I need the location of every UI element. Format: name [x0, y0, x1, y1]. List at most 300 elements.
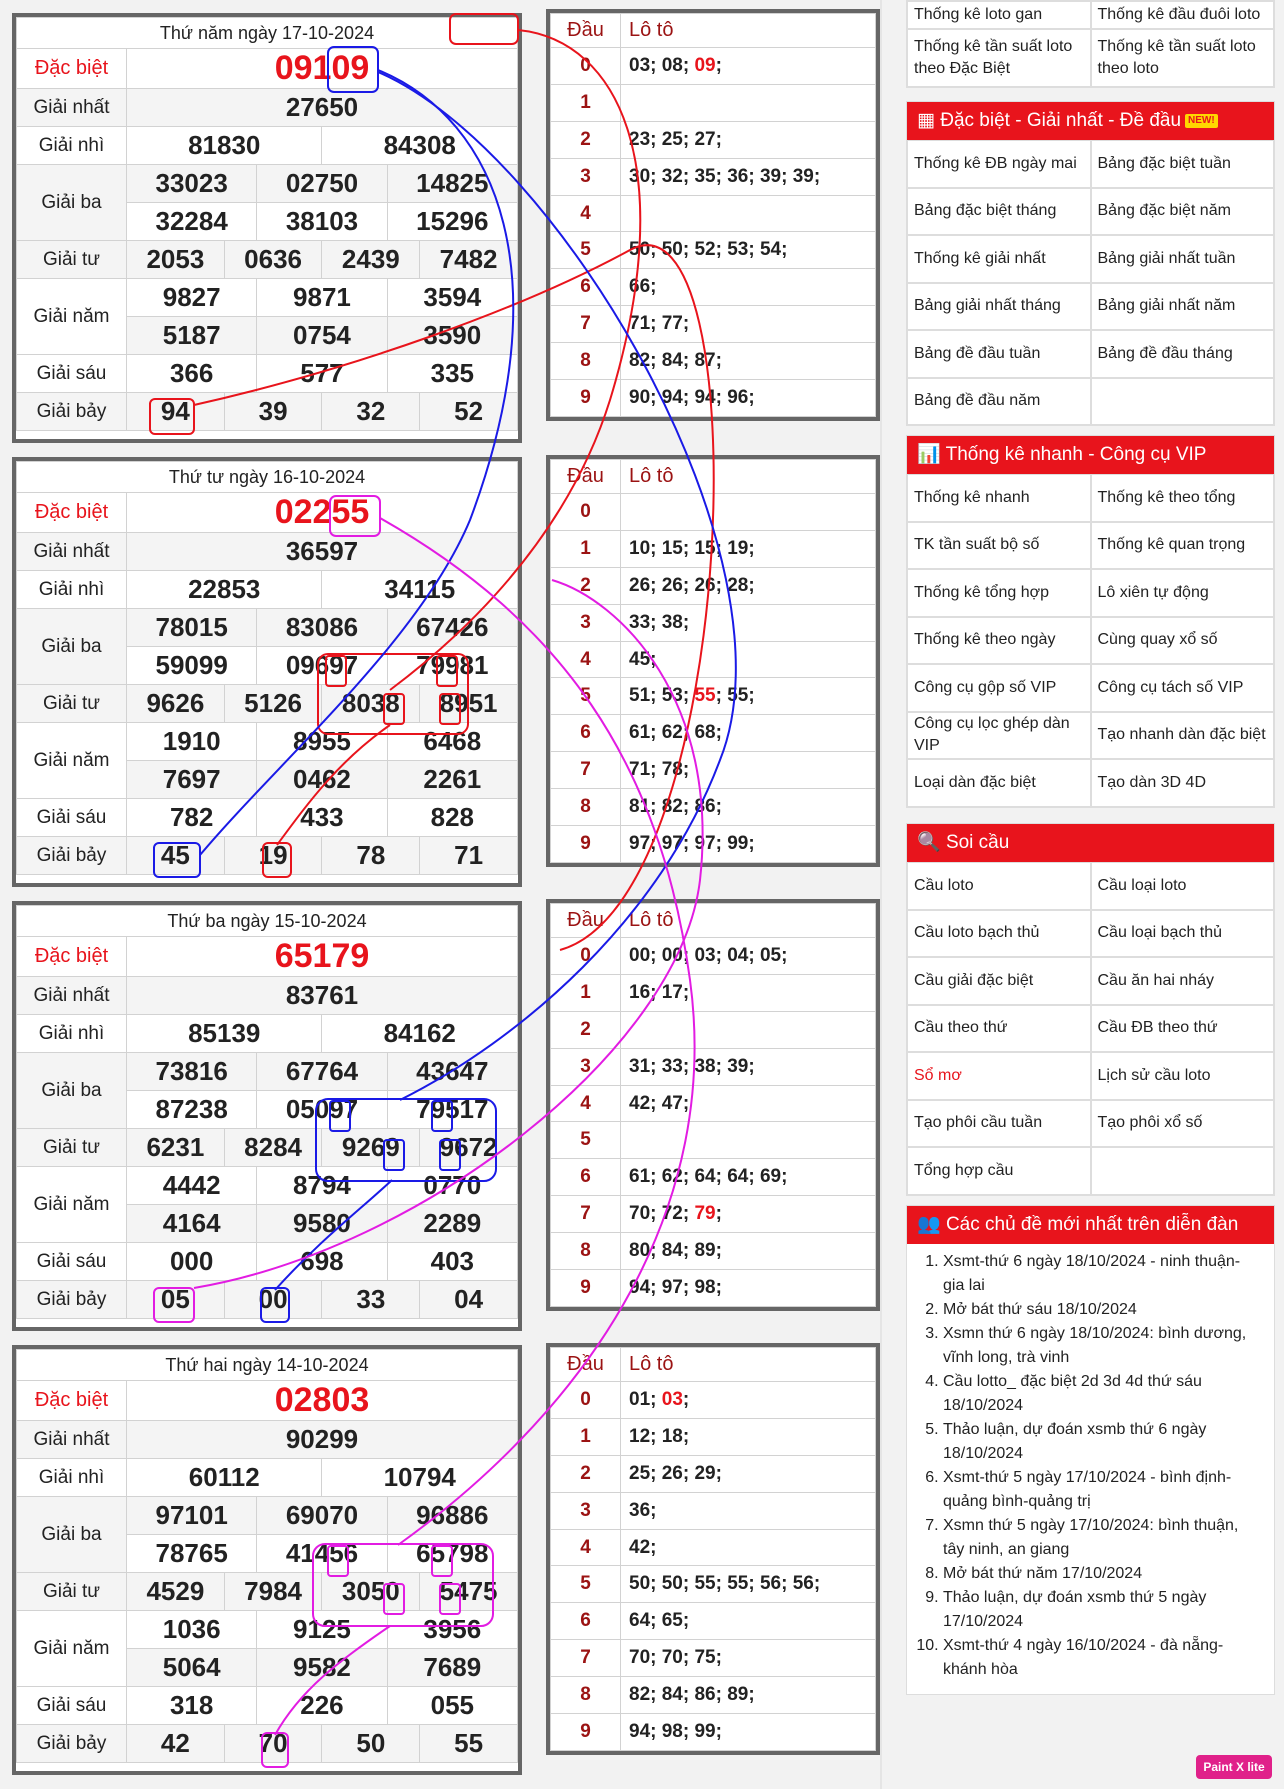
loto-values: [621, 1529, 876, 1566]
prize-number: 65798: [387, 1535, 517, 1573]
prize-number: 52: [420, 393, 518, 431]
prize-number: 7689: [387, 1649, 517, 1687]
prize-number: 226: [257, 1687, 387, 1725]
loto-values: [621, 567, 876, 604]
sidebar-section-special: [906, 101, 1275, 426]
loto-number: ; 55;: [715, 685, 755, 707]
loto-values: [621, 530, 876, 567]
loto-number: 66;: [629, 276, 657, 298]
prize-number: 43647: [387, 1053, 517, 1091]
prize-number: 02803: [127, 1381, 518, 1421]
prize-label: Giải sáu: [17, 1687, 127, 1725]
loto-number: 30; 32; 35; 36; 39; 39;: [629, 165, 821, 187]
loto-number: 09: [694, 54, 716, 76]
sidebar-link[interactable]: Bảng đặc biệt tháng: [907, 188, 1091, 236]
loto-values: [621, 195, 876, 232]
loto-values: [621, 1492, 876, 1529]
prize-label: Đặc biệt: [17, 493, 127, 533]
loto-row: [551, 380, 876, 417]
sidebar-link[interactable]: Cầu ăn hai nháy: [1091, 957, 1275, 1005]
prize-number: 34115: [322, 571, 518, 609]
sidebar-link[interactable]: Cầu ĐB theo thứ: [1091, 1005, 1275, 1053]
sidebar-link[interactable]: Cầu theo thứ: [907, 1005, 1091, 1053]
prize-row: [17, 1129, 518, 1167]
prize-row: [17, 355, 518, 393]
prize-row: [17, 1459, 518, 1497]
prize-number: 5187: [127, 317, 257, 355]
loto-values: [621, 1455, 876, 1492]
result-date: Thứ ba ngày 15-10-2024: [17, 906, 518, 937]
dau-digit: 1: [551, 84, 621, 121]
loto-row: [551, 1640, 876, 1677]
prize-number: 50: [322, 1725, 420, 1763]
result-table: [12, 457, 522, 887]
section-header-special: [907, 102, 1274, 140]
loto-number: 94; 98; 99;: [629, 1720, 722, 1742]
prize-number: 73816: [127, 1053, 257, 1091]
loto-row: [551, 1455, 876, 1492]
loto-row: [551, 974, 876, 1011]
sidebar-link[interactable]: Cầu loại loto: [1091, 862, 1275, 910]
dau-digit: 7: [551, 1196, 621, 1233]
prize-number: 5064: [127, 1649, 257, 1687]
loto-number: 50; 50; 55; 55; 56; 56;: [629, 1573, 821, 1595]
loto-number: 03: [661, 1388, 683, 1410]
sidebar-link[interactable]: Thống kê nhanh: [907, 474, 1091, 522]
loto-values: [621, 1603, 876, 1640]
section-header-soicau: [907, 824, 1274, 862]
loto-values: [621, 678, 876, 715]
forum-topic-link[interactable]: 5. Thảo luận, dự đoán xsmb thứ 6 ngày 18/10/2024: [943, 1418, 1260, 1466]
prize-row: [17, 723, 518, 761]
prize-label: Giải sáu: [17, 355, 127, 393]
loto-number: 03; 08;: [629, 54, 695, 76]
loto-row: [551, 1048, 876, 1085]
sidebar-link[interactable]: Tạo phôi xổ số: [1091, 1100, 1275, 1148]
prize-number: 10794: [322, 1459, 518, 1497]
sidebar-link[interactable]: Bảng đề đầu năm: [907, 378, 1091, 426]
loto-number: 80; 84; 89;: [629, 1240, 722, 1262]
prize-row: [17, 1015, 518, 1053]
sidebar-link[interactable]: Lô xiên tự động: [1091, 569, 1275, 617]
loto-row: [551, 641, 876, 678]
prize-row: [17, 533, 518, 571]
prize-number: 3590: [387, 317, 517, 355]
prize-number: 14825: [387, 165, 517, 203]
loto-values: [621, 380, 876, 417]
loto-row: [551, 306, 876, 343]
loto-row: [551, 1492, 876, 1529]
prize-label: Giải nhì: [17, 571, 127, 609]
prize-number: 9871: [257, 279, 387, 317]
dau-header: Đầu: [551, 904, 621, 938]
loto-number: 71; 78;: [629, 759, 690, 781]
prize-number: 828: [387, 799, 517, 837]
prize-number: 59099: [127, 647, 257, 685]
sidebar-link[interactable]: TK tần suất bộ số: [907, 522, 1091, 570]
loto-values: [621, 121, 876, 158]
prize-label: Giải nhất: [17, 977, 127, 1015]
dau-digit: 5: [551, 678, 621, 715]
prize-label: Đặc biệt: [17, 49, 127, 89]
sidebar-link[interactable]: Bảng đề đầu tuần: [907, 330, 1091, 378]
prize-number: 7482: [420, 241, 518, 279]
loto-number: 10; 15; 15; 19;: [629, 537, 755, 559]
loto-row: [551, 1382, 876, 1419]
prize-label: Giải ba: [17, 165, 127, 241]
section-title: Soi cầu: [945, 832, 1010, 853]
loto-values: [621, 826, 876, 863]
prize-number: 9672: [420, 1129, 518, 1167]
loto-row: [551, 158, 876, 195]
prize-number: 09109: [127, 49, 518, 89]
prize-number: 9626: [127, 685, 225, 723]
loto-values: [621, 1233, 876, 1270]
prize-row: [17, 1725, 518, 1763]
loto-number: 00; 00; 03; 04; 05;: [629, 944, 788, 966]
prize-number: 4164: [127, 1205, 257, 1243]
prize-number: 09697: [257, 647, 387, 685]
loto-number: 61; 62; 68;: [629, 722, 722, 744]
prize-label: Giải tư: [17, 1129, 127, 1167]
prize-row: [17, 837, 518, 875]
prize-number: 41456: [257, 1535, 387, 1573]
loto-row: [551, 1714, 876, 1751]
prize-label: Giải ba: [17, 609, 127, 685]
loto-number: 42;: [629, 1536, 657, 1558]
prize-number: 318: [127, 1687, 257, 1725]
prize-number: 33023: [127, 165, 257, 203]
prize-label: Giải năm: [17, 279, 127, 355]
sidebar-link[interactable]: Bảng đặc biệt năm: [1091, 188, 1275, 236]
loto-row: [551, 715, 876, 752]
prize-number: 36597: [127, 533, 518, 571]
prize-number: 0462: [257, 761, 387, 799]
sidebar-link[interactable]: Bảng đặc biệt tuần: [1091, 140, 1275, 188]
forum-topic-list: [907, 1244, 1274, 1692]
dau-digit: 6: [551, 1159, 621, 1196]
dau-digit: 0: [551, 494, 621, 531]
result-date: Thứ năm ngày 17-10-2024: [17, 18, 518, 49]
sidebar-link[interactable]: Bảng đề đầu tháng: [1091, 330, 1275, 378]
result-date: Thứ hai ngày 14-10-2024: [17, 1350, 518, 1381]
dau-digit: 1: [551, 1418, 621, 1455]
prize-label: Giải tư: [17, 685, 127, 723]
loto-values: [621, 1418, 876, 1455]
prize-number: 84308: [322, 127, 518, 165]
loto-number: 94; 97; 98;: [629, 1276, 722, 1298]
loto-row: [551, 1122, 876, 1159]
loto-header: Lô tô: [621, 1348, 876, 1382]
loto-values: [621, 1270, 876, 1307]
prize-row: [17, 571, 518, 609]
prize-number: 2439: [322, 241, 420, 279]
prize-number: 05: [127, 1281, 225, 1319]
prize-number: 79981: [387, 647, 517, 685]
loto-values: [621, 48, 876, 85]
dau-digit: 2: [551, 1455, 621, 1492]
sidebar-link[interactable]: Cùng quay xổ số: [1091, 617, 1275, 665]
users-icon: 👥: [917, 1214, 946, 1235]
prize-row: [17, 977, 518, 1015]
prize-number: 8951: [420, 685, 518, 723]
sidebar-link: [1091, 1147, 1275, 1195]
loto-number: ;: [682, 1388, 690, 1410]
prize-number: 0770: [387, 1167, 517, 1205]
loto-number: 16; 17;: [629, 981, 690, 1003]
loto-row: [551, 567, 876, 604]
loto-header: Lô tô: [621, 14, 876, 48]
loto-number: 61; 62; 64; 64; 69;: [629, 1166, 788, 1188]
prize-row: [17, 1573, 518, 1611]
prize-number: 45: [127, 837, 225, 875]
sidebar-link[interactable]: Tổng hợp cầu: [907, 1147, 1091, 1195]
prize-number: 9125: [257, 1611, 387, 1649]
watermark-badge: Paint X lite: [1196, 1755, 1272, 1779]
loto-values: [621, 1677, 876, 1714]
dau-digit: 3: [551, 1492, 621, 1529]
dau-digit: 5: [551, 1122, 621, 1159]
prize-label: Giải sáu: [17, 1243, 127, 1281]
prize-number: 22853: [127, 571, 322, 609]
sidebar-link[interactable]: Thống kê giải nhất: [907, 235, 1091, 283]
prize-row: [17, 1497, 518, 1535]
dau-digit: 9: [551, 1714, 621, 1751]
loto-values: [621, 232, 876, 269]
loto-table: [546, 455, 880, 867]
prize-number: 4529: [127, 1573, 225, 1611]
loto-number: ;: [715, 1203, 722, 1225]
sidebar-link[interactable]: Thống kê tần suất loto theo loto: [1091, 29, 1275, 87]
sidebar-link: [1091, 378, 1275, 426]
loto-row: [551, 1196, 876, 1233]
prize-row: [17, 685, 518, 723]
result-table: [12, 13, 522, 443]
prize-number: 78765: [127, 1535, 257, 1573]
loto-row: [551, 343, 876, 380]
loto-values: [621, 604, 876, 641]
prize-number: 83761: [127, 977, 518, 1015]
sidebar-link[interactable]: Thống kê đầu đuôi loto: [1091, 1, 1275, 29]
prize-number: 32284: [127, 203, 257, 241]
prize-row: [17, 937, 518, 977]
loto-values: [621, 343, 876, 380]
forum-topic-link[interactable]: 4. Cầu lotto_ đặc biệt 2d 3d 4d thứ sáu 18/10/2024: [943, 1370, 1260, 1418]
section-title: Các chủ đề mới nhất trên diễn đàn: [945, 1214, 1239, 1235]
sidebar-link[interactable]: Công cụ gộp số VIP: [907, 664, 1091, 712]
sidebar-link[interactable]: Lịch sử cầu loto: [1091, 1052, 1275, 1100]
sidebar-section-vip: [906, 435, 1275, 808]
loto-table: [546, 1343, 880, 1755]
sidebar-link[interactable]: Tạo phôi cầu tuần: [907, 1100, 1091, 1148]
prize-number: 8794: [257, 1167, 387, 1205]
loto-values: [621, 1159, 876, 1196]
prize-number: 9582: [257, 1649, 387, 1687]
prize-number: 6468: [387, 723, 517, 761]
dau-digit: 6: [551, 715, 621, 752]
prize-number: 32: [322, 393, 420, 431]
loto-row: [551, 84, 876, 121]
prize-number: 87238: [127, 1091, 257, 1129]
prize-row: [17, 1243, 518, 1281]
sidebar-forum: [906, 1205, 1275, 1695]
loto-number: 25; 26; 29;: [629, 1462, 722, 1484]
dau-digit: 4: [551, 195, 621, 232]
dau-digit: 4: [551, 641, 621, 678]
sidebar-link[interactable]: Cầu loto: [907, 862, 1091, 910]
prize-number: 02750: [257, 165, 387, 203]
loto-number: 42; 47;: [629, 1092, 690, 1114]
loto-row: [551, 1159, 876, 1196]
dau-digit: 6: [551, 1603, 621, 1640]
dau-header: Đầu: [551, 1348, 621, 1382]
loto-row: [551, 752, 876, 789]
prize-number: 4442: [127, 1167, 257, 1205]
loto-number: 90; 94; 94; 96;: [629, 386, 755, 408]
prize-label: Giải nhất: [17, 89, 127, 127]
loto-number: 71; 77;: [629, 313, 690, 335]
sidebar-link[interactable]: Bảng giải nhất tháng: [907, 283, 1091, 331]
loto-values: [621, 789, 876, 826]
table-icon: ▦: [917, 110, 941, 131]
dau-digit: 9: [551, 1270, 621, 1307]
loto-row: [551, 1566, 876, 1603]
dau-digit: 8: [551, 789, 621, 826]
dau-digit: 7: [551, 306, 621, 343]
forum-topic-link[interactable]: 3. Xsmn thứ 6 ngày 18/10/2024: bình dương, vĩnh long, trà vinh: [943, 1322, 1260, 1370]
sidebar-link[interactable]: Công cụ tách số VIP: [1091, 664, 1275, 712]
loto-row: [551, 1085, 876, 1122]
sidebar-link[interactable]: Loại dàn đặc biệt: [907, 759, 1091, 807]
sidebar-link[interactable]: Công cụ lọc ghép dàn VIP: [907, 712, 1091, 760]
sidebar-link[interactable]: Thống kê quan trọng: [1091, 522, 1275, 570]
prize-number: 05097: [257, 1091, 387, 1129]
dau-digit: 5: [551, 1566, 621, 1603]
loto-number: 70; 70; 75;: [629, 1647, 722, 1669]
forum-topic-link[interactable]: 6. Xsmt-thứ 5 ngày 17/10/2024 - bình định-quảng bình-quảng trị: [943, 1466, 1260, 1514]
loto-values: [621, 1196, 876, 1233]
loto-values: [621, 641, 876, 678]
sidebar-link[interactable]: Tạo dàn 3D 4D: [1091, 759, 1275, 807]
prize-number: 5126: [224, 685, 322, 723]
dau-digit: 8: [551, 1233, 621, 1270]
sidebar-link[interactable]: Bảng giải nhất tuần: [1091, 235, 1275, 283]
loto-row: [551, 1011, 876, 1048]
prize-number: 1036: [127, 1611, 257, 1649]
sidebar-link[interactable]: Thống kê ĐB ngày mai: [907, 140, 1091, 188]
loto-number: 26; 26; 26; 28;: [629, 574, 755, 596]
prize-number: 83086: [257, 609, 387, 647]
dau-digit: 3: [551, 158, 621, 195]
sidebar-link[interactable]: Cầu loto bạch thủ: [907, 910, 1091, 958]
prize-number: 9580: [257, 1205, 387, 1243]
loto-number: 31; 33; 38; 39;: [629, 1055, 755, 1077]
prize-label: Đặc biệt: [17, 1381, 127, 1421]
forum-topic-link[interactable]: 9. Thảo luận, dự đoán xsmb thứ 5 ngày 17/10/2024: [943, 1586, 1260, 1634]
sidebar-link[interactable]: Thống kê theo ngày: [907, 617, 1091, 665]
prize-number: 6231: [127, 1129, 225, 1167]
loto-number: 12; 18;: [629, 1425, 690, 1447]
dau-digit: 4: [551, 1085, 621, 1122]
prize-label: Giải bảy: [17, 1281, 127, 1319]
prize-number: 42: [127, 1725, 225, 1763]
prize-number: 94: [127, 393, 225, 431]
prize-number: 00: [224, 1281, 322, 1319]
loto-values: [621, 1640, 876, 1677]
dau-digit: 4: [551, 1529, 621, 1566]
sidebar-link[interactable]: Thống kê loto gan: [907, 1, 1091, 29]
sidebar-link[interactable]: Sổ mơ: [907, 1052, 1091, 1100]
sidebar-link[interactable]: Cầu giải đặc biệt: [907, 957, 1091, 1005]
prize-row: [17, 1687, 518, 1725]
dau-header: Đầu: [551, 460, 621, 494]
section-header-vip: [907, 436, 1274, 474]
prize-number: 3594: [387, 279, 517, 317]
prize-label: Giải nhất: [17, 1421, 127, 1459]
loto-number: ;: [715, 54, 722, 76]
dau-digit: 1: [551, 530, 621, 567]
forum-topic-link[interactable]: 10. Xsmt-thứ 4 ngày 16/10/2024 - đà nẵng-khánh hòa: [943, 1634, 1260, 1682]
loto-row: [551, 789, 876, 826]
prize-number: 8284: [224, 1129, 322, 1167]
prize-number: 02255: [127, 493, 518, 533]
loto-values: [621, 1011, 876, 1048]
sidebar-link[interactable]: Thống kê tổng hợp: [907, 569, 1091, 617]
forum-topic-link[interactable]: 1. Xsmt-thứ 6 ngày 18/10/2024 - ninh thuận-gia lai: [943, 1250, 1260, 1298]
sidebar-link[interactable]: Thống kê tần suất loto theo Đặc Biệt: [907, 29, 1091, 87]
prize-label: Giải bảy: [17, 837, 127, 875]
prize-number: 000: [127, 1243, 257, 1281]
sidebar-top-links: [906, 0, 1275, 88]
loto-values: [621, 1382, 876, 1419]
prize-number: 7984: [224, 1573, 322, 1611]
prize-number: 78: [322, 837, 420, 875]
prize-number: 60112: [127, 1459, 322, 1497]
forum-topic-link[interactable]: 8. Mở bát thứ năm 17/10/2024: [943, 1562, 1260, 1586]
prize-number: 1910: [127, 723, 257, 761]
sidebar-link[interactable]: Cầu loại bạch thủ: [1091, 910, 1275, 958]
sidebar-link[interactable]: Tạo nhanh dàn đặc biệt: [1091, 712, 1275, 760]
prize-number: 9269: [322, 1129, 420, 1167]
forum-topic-link[interactable]: 2. Mở bát thứ sáu 18/10/2024: [943, 1298, 1260, 1322]
dau-digit: 2: [551, 567, 621, 604]
loto-values: [621, 974, 876, 1011]
prize-number: 33: [322, 1281, 420, 1319]
prize-number: 2289: [387, 1205, 517, 1243]
loto-values: [621, 1122, 876, 1159]
loto-header: Lô tô: [621, 904, 876, 938]
forum-topic-link[interactable]: 7. Xsmn thứ 5 ngày 17/10/2024: bình thuận, tây ninh, an giang: [943, 1514, 1260, 1562]
loto-row: [551, 121, 876, 158]
loto-values: [621, 752, 876, 789]
dau-header: Đầu: [551, 14, 621, 48]
loto-values: [621, 715, 876, 752]
loto-table: [546, 9, 880, 421]
prize-number: 403: [387, 1243, 517, 1281]
prize-row: [17, 241, 518, 279]
dau-digit: 3: [551, 1048, 621, 1085]
result-date: Thứ tư ngày 16-10-2024: [17, 462, 518, 493]
prize-row: [17, 1421, 518, 1459]
sidebar-link[interactable]: Bảng giải nhất năm: [1091, 283, 1275, 331]
sidebar-link[interactable]: Thống kê theo tổng: [1091, 474, 1275, 522]
new-badge: NEW!: [1185, 114, 1218, 128]
loto-row: [551, 604, 876, 641]
prize-row: [17, 609, 518, 647]
prize-label: Giải bảy: [17, 1725, 127, 1763]
prize-number: 39: [224, 393, 322, 431]
loto-row: [551, 530, 876, 567]
